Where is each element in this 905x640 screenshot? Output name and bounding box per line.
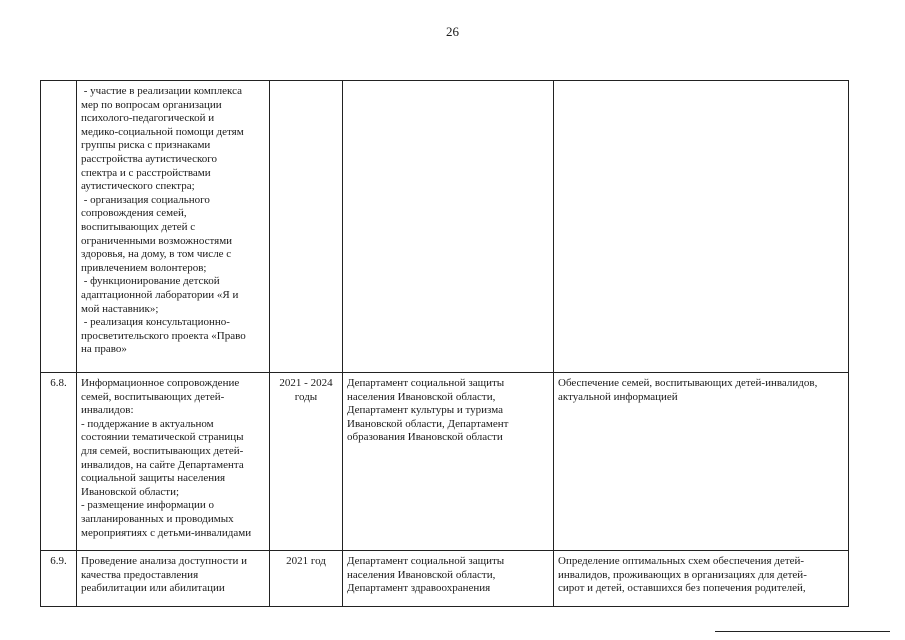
event-line: ограниченными возможностями [81,234,233,247]
event-line: - организация социального [81,193,210,206]
plan-table-body [41,81,849,607]
event-line: мой наставник»; [81,302,159,315]
event-line: инвалидов: [81,404,134,417]
period-cell [270,551,343,607]
event-line: реабилитации или абилитации [81,582,225,595]
period-line: 2021 - 2024 [279,377,333,389]
event-line: состоянии тематической страницы [81,431,244,444]
bottom-rule [715,631,890,632]
executor-line: образования Ивановской области [347,431,503,444]
event-line: группы риска с признаками [81,139,211,152]
result-line: Определение оптимальных схем обеспечения детей- [558,555,805,567]
event-line: запланированных и проводимых [81,512,234,525]
event-line: воспитывающих детей с [81,220,196,233]
event-line: аутистического спектра; [81,180,195,193]
period-line: 2021 год [286,555,326,567]
executor-line: Ивановской области, Департамент [347,417,509,430]
event-cell [77,551,270,607]
event-line: Ивановской области; [81,485,180,498]
event-line: для семей, воспитывающих детей- [81,444,244,457]
event-line: - поддержание в актуальном [81,417,214,430]
event-line: расстройства аутистического [81,152,218,165]
table-row [41,551,849,607]
executor-line: Департамент здравоохранения [347,582,491,595]
event-line: Проведение анализа доступности и [81,555,247,567]
result-line: сирот и детей, оставшихся без попечения родителей, [558,582,806,595]
page-number: 26 [446,24,459,39]
event-line: инвалидов, на сайте Департамента [81,458,244,471]
event-line: спектра и с расстройствами [81,166,211,179]
result-cell [554,81,849,373]
period-cell [270,81,343,373]
event-line: - размещение информации о [81,499,214,512]
event-line: адаптационной лаборатории «Я и [81,288,239,301]
executor-cell [343,81,554,373]
row-number-cell [41,81,77,373]
event-line: мероприятиях с детьми-инвалидами [81,526,252,539]
event-line: просветительского проекта «Право [81,329,246,342]
plan-table [40,80,849,607]
event-line: социальной защиты населения [81,472,226,485]
event-line: - функционирование детской [81,275,220,288]
event-line: психолого-педагогической и [81,112,215,125]
row-number-cell [41,373,77,551]
result-line: актуальной информацией [558,390,678,403]
event-cell [77,373,270,551]
result-cell [554,551,849,607]
row-number: 6.9. [50,555,67,567]
event-line: семей, воспитывающих детей- [81,390,225,403]
executor-line: населения Ивановской области, [347,390,496,403]
event-line: медико-социальной помощи детям [81,125,244,138]
result-cell [554,373,849,551]
executor-line: населения Ивановской области, [347,568,496,581]
event-line: на право» [81,343,127,356]
event-line: здоровья, на дому, в том числе с [81,248,232,261]
event-line: сопровождения семей, [81,207,187,220]
period-cell [270,373,343,551]
executor-cell [343,551,554,607]
executor-line: Департамент культуры и туризма [347,404,503,417]
event-cell [77,81,270,373]
result-line: Обеспечение семей, воспитывающих детей-инвалидов, [558,377,818,389]
event-line: мер по вопросам организации [81,98,222,111]
period-line: годы [294,390,318,403]
event-line: - участие в реализации комплекса [81,85,243,97]
executor-cell [343,373,554,551]
event-line: Информационное сопровождение [81,377,240,389]
table-row [41,373,849,551]
event-line: привлечением волонтеров; [81,261,207,274]
executor-line: Департамент социальной защиты [347,377,505,389]
result-line: инвалидов, проживающих в организациях для детей- [558,568,807,581]
event-line: - реализация консультационно- [81,316,230,329]
row-number: 6.8. [50,377,67,389]
executor-line: Департамент социальной защиты [347,555,505,567]
table-row [41,81,849,373]
event-line: качества предоставления [81,568,199,581]
row-number-cell [41,551,77,607]
